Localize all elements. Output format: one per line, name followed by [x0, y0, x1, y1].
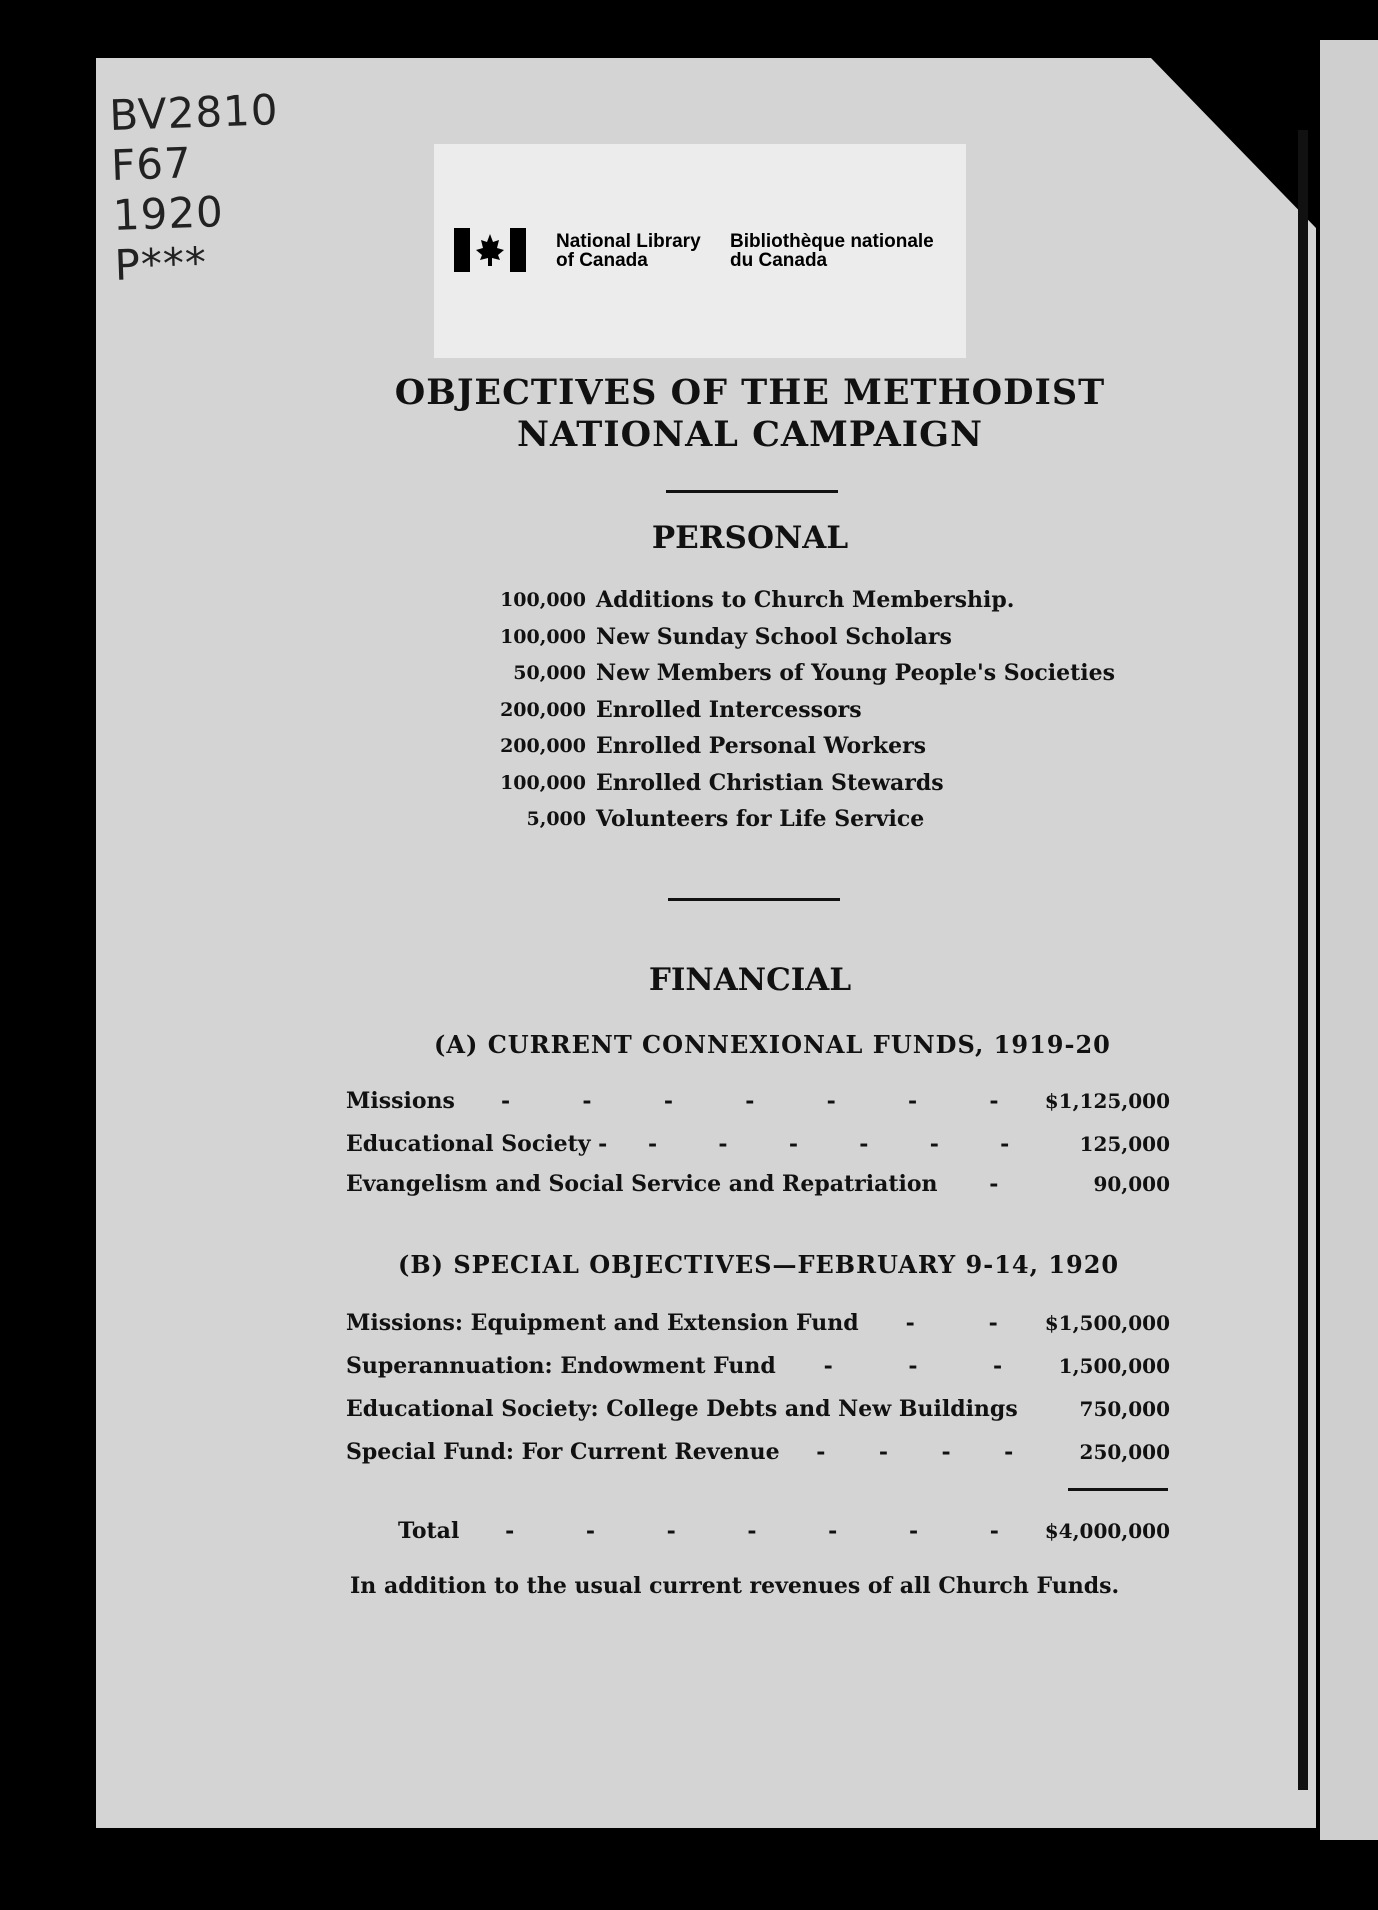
fund-label: Superannuation: Endowment Fund: [346, 1353, 776, 1379]
list-item: [470, 655, 1150, 692]
item-count: 200,000: [500, 735, 586, 758]
stamp-french-line: du Canada: [730, 250, 828, 271]
fund-label: Educational Society -: [346, 1131, 608, 1157]
item-count: 100,000: [500, 589, 586, 612]
call-number-line: BV2810: [108, 85, 280, 140]
personal-objectives-list: [470, 582, 1150, 838]
fund-label: Educational Society: College Debts and New Buildings: [346, 1396, 1018, 1422]
table-row: [346, 1131, 1170, 1157]
list-item: [470, 765, 1150, 802]
stamp-english-line: National Library: [556, 231, 701, 252]
call-number-line: F67: [110, 138, 193, 190]
fund-label: Missions: [346, 1088, 455, 1114]
table-row: [346, 1171, 1170, 1197]
fund-amount: 250,000: [1079, 1440, 1170, 1464]
total-amount: $4,000,000: [1044, 1519, 1170, 1543]
list-item: [470, 801, 1150, 838]
adjacent-page-edge: [1320, 40, 1378, 1840]
table-row: [346, 1088, 1170, 1114]
leader-dashes: - -: [905, 1310, 998, 1336]
item-text: New Members of Young People's Societies: [596, 660, 1115, 687]
personal-heading: PERSONAL: [651, 520, 849, 556]
stamp-french: [730, 232, 934, 270]
stamp-english-line: of Canada: [556, 250, 648, 271]
list-item: [470, 582, 1150, 619]
total-label: Total: [398, 1518, 460, 1544]
call-number-line: P***: [113, 237, 208, 290]
table-row: [346, 1396, 1170, 1422]
fund-amount: $1,125,000: [1044, 1089, 1170, 1113]
handwritten-call-number: [109, 85, 285, 291]
table-row: [346, 1310, 1170, 1336]
footnote: In addition to the usual current revenues of all Church Funds.: [350, 1573, 1120, 1599]
item-text: Additions to Church Membership.: [596, 587, 1015, 614]
leader-dashes: - - -: [823, 1353, 1003, 1379]
library-stamp: [434, 144, 966, 358]
fund-amount: $1,500,000: [1044, 1311, 1170, 1335]
list-item: [470, 692, 1150, 729]
table-row: [346, 1353, 1170, 1379]
fund-label: Special Fund: For Current Revenue: [346, 1439, 780, 1465]
call-number-line: 1920: [112, 187, 225, 240]
list-item: [470, 619, 1150, 656]
fund-amount: 90,000: [1093, 1172, 1170, 1196]
item-text: Volunteers for Life Service: [596, 806, 925, 833]
table-row: [346, 1439, 1170, 1465]
leader-dashes: - - - - - - -: [505, 1518, 999, 1544]
fund-amount: 750,000: [1079, 1397, 1170, 1421]
fund-label: Missions: Equipment and Extension Fund: [346, 1310, 859, 1336]
section-a-heading: (A) CURRENT CONNEXIONAL FUNDS, 1919-20: [434, 1030, 1111, 1059]
section-divider: [668, 898, 840, 901]
section-divider: [666, 490, 838, 493]
section-b-heading: (B) SPECIAL OBJECTIVES—FEBRUARY 9-14, 1920: [398, 1250, 1120, 1279]
item-text: Enrolled Intercessors: [596, 696, 862, 723]
leader-dashes: - - - -: [816, 1439, 1014, 1465]
financial-heading: FINANCIAL: [648, 962, 852, 998]
stamp-french-line: Bibliothèque nationale: [730, 231, 934, 252]
title-line: OBJECTIVES OF THE METHODIST: [394, 372, 1106, 413]
fund-label: Evangelism and Social Service and Repatriation: [346, 1171, 938, 1197]
total-row: [398, 1518, 1170, 1544]
item-count: 50,000: [513, 662, 586, 685]
item-text: New Sunday School Scholars: [596, 623, 952, 650]
fund-amount: 1,500,000: [1058, 1354, 1170, 1378]
item-count: 5,000: [526, 808, 586, 831]
item-count: 100,000: [500, 771, 586, 794]
document-title: [330, 372, 1170, 456]
canada-flag-logo: [454, 228, 526, 272]
leader-dashes: -: [989, 1171, 999, 1197]
item-text: Enrolled Personal Workers: [596, 733, 927, 760]
leader-dashes: - - - - - -: [647, 1131, 1010, 1157]
item-text: Enrolled Christian Stewards: [596, 769, 944, 796]
total-rule: [1068, 1488, 1168, 1491]
item-count: 200,000: [500, 698, 586, 721]
leader-dashes: - - - - - - -: [501, 1088, 999, 1114]
book-spine-shadow: [1298, 130, 1308, 1790]
fund-amount: 125,000: [1079, 1132, 1170, 1156]
title-line: NATIONAL CAMPAIGN: [516, 414, 984, 455]
stamp-english: [556, 232, 701, 270]
item-count: 100,000: [500, 625, 586, 648]
list-item: [470, 728, 1150, 765]
